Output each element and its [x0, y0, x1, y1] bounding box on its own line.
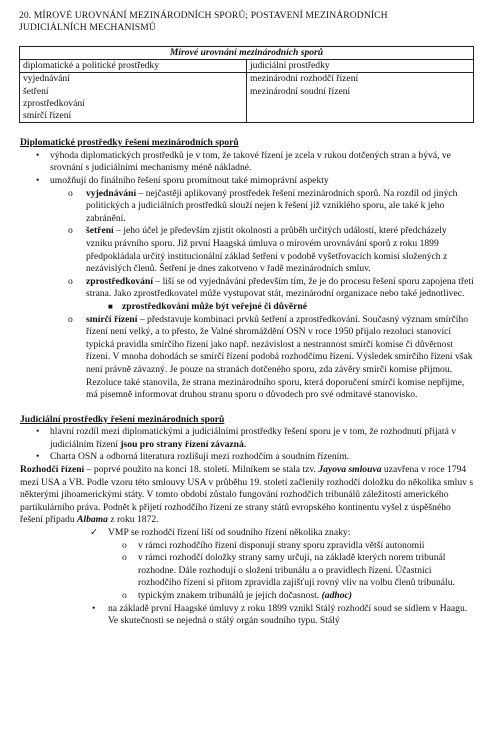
section-judicial-heading: Judiciální prostředky řešení mezinárodních sporů [20, 413, 225, 425]
col2-item: mezinárodní rozhodčí řízení [250, 73, 359, 85]
col2-item: mezinárodní soudní řízení [250, 85, 351, 97]
bullet-icon: • [92, 602, 96, 614]
term-text: – liší se od vyjednávání především tím, že je do procesu řešení sporu zapojena třetí strana. Jako zprostředkovatel může vystupovat stát, mezinárodní organizace nebo také jednotlivec. [86, 275, 474, 300]
paragraph-text: z roku 1872. [107, 514, 159, 526]
list-item-text: v rámci rozhodčí doložky strany samy určují, na základě kterých norem tribunál rozhodne. Dále rozhodují o složení tribunálu a o pravidlech řízení. Účastníci rozhodčího řízení si přitom zpravidla zajišťují rovný vliv na volbu členů tribunálu. [138, 552, 455, 589]
final-list [16, 603, 474, 628]
list-item [16, 451, 474, 464]
list-item-text: v rámci rozhodčího řízení disponují strany sporu zpravidla větší autonomií [138, 539, 425, 551]
overview-table [19, 46, 474, 123]
bullet-icon: • [36, 175, 40, 186]
col2-heading: judiciální prostředky [247, 60, 474, 73]
list-subitem [16, 590, 474, 603]
list-item [16, 426, 474, 451]
term: vyjednávání [86, 187, 137, 199]
circle-bullet-icon: o [68, 187, 73, 199]
title-line-1: 20. MÍROVÉ UROVNÁNÍ MEZINÁRODNÍCH SPORŮ; POSTAVENÍ MEZINÁRODNÍCH [19, 10, 388, 21]
section-diplomatic-heading: Diplomatické prostředky řešení mezinárodních sporů [20, 137, 239, 149]
bullet-icon: • [36, 451, 40, 463]
list-item-text: na základě první Haagské úmluvy z roku 1899 vznikl Stálý rozhodčí soud se sídlem v Haagu. Ve skutečnosti se nejedná o stálý orgán soudního typu. Stálý [108, 602, 468, 627]
vmp-list [16, 527, 474, 603]
list-item-text: typickým znakem tribunálů je jejich dočasnost. [138, 590, 322, 601]
circle-bullet-icon: o [122, 552, 127, 564]
document-page [16, 0, 474, 628]
term-text: – nejčastěji aplikovaný prostředek řešení mezinárodních sporů. Na rozdíl od jiných politických a judiciálních prostředků slouží nejen k řešení již vzniklého sporu, ale také k jeho zabránění. [86, 187, 458, 224]
list-item-text: výhoda diplomatických prostředků je v tom, že takové řízení je zcela v rukou dotčených stran a bývá, ve srovnání s judiciálními mechanismy méně nákladné. [50, 149, 451, 174]
list-item-text: hlavní rozdíl mezi diplomatickými a judiciálními prostředky řešení sporu je v tom, že rozhodnutí přijatá v judiciálním řízení [50, 426, 457, 450]
list-item [16, 603, 474, 628]
paragraph-text: uzavřena v roce 1794 mezi USA a VB. Podle vzoru této smlouvy USA v průběhu 19. století začlenily rozhodčí doložku do několika smluv s některými jihoamerickými státy. V tomto období zůstalo fungování rozhodčích tribunálů záležitostí amerického partikulárního práva. Podnět k přijetí rozhodčího řízení ze strany států evropského kontinentu vyšel z úspěšného řešení případu [20, 464, 474, 526]
list-item-text: zprostředkování může být veřejné či důvěrné [122, 300, 308, 312]
list-item-vyjednavani [16, 188, 474, 226]
term: zprostředkování [86, 275, 153, 287]
list-item-emphasis: (adhoc) [321, 590, 352, 601]
check-bullet-icon: ✓ [90, 527, 99, 539]
col2-items [247, 73, 474, 123]
circle-bullet-icon: o [122, 539, 127, 551]
list-item [16, 175, 474, 188]
list-subitem [16, 552, 474, 590]
list-item-setreni [16, 225, 474, 275]
list-item-smirci-rizeni [16, 314, 474, 402]
col1-heading: diplomatické a politické prostředky [20, 60, 247, 73]
term: šetření [86, 225, 114, 237]
circle-bullet-icon: o [68, 275, 73, 287]
table-header: Mírové urovnání mezinárodních sporů [20, 47, 474, 60]
term: smírčí řízení [86, 313, 138, 325]
square-bullet-icon: ■ [108, 301, 113, 311]
col1-item: smírčí řízení [23, 110, 72, 122]
case-name: Albama [77, 514, 108, 526]
list-item [16, 527, 474, 540]
term-text: – představuje kombinaci prvků šetření a zprostředkování. Současný význam smírčího řízení není velký, a to přesto, že Valné shromáždění OSN v roce 1950 přijalo rezoluci stanovící typická pravidla smírčího řízení jako např. nezávislost a nestrannost smírčí komise či důvěrnost řízení. V mnoha dohodách se smírčí řízení podobá rozhodčímu řízení. Výsledek smírčího řízení však není právně závazný. Je pouze na stranách dotčeného sporu, zda závěry smírčí komise přijmou. Rezoluce také stanovila, že strana mezinárodního sporu, která doporučení smírčí komise nepřijme, má písemně informovat druhou stranu sporu o důvodech pro své odmítavé stanovisko. [86, 313, 473, 401]
term-text: – jeho účel je především zjistit okolnosti a průběh určitých událostí, které předcházely vzniku právního sporu. Již první Haagská úmluva o mírovém urovnávání sporů z roku 1899 předpokládala určitý institucionální základ šetření v podobě vyšetřovacích komisí složených z nezávislých členů. Šetření je dnes zakotveno v řadě mezinárodních smluv. [86, 225, 448, 275]
list-item-zprostredkovani [16, 276, 474, 301]
col1-item: šetření [23, 85, 49, 97]
judicial-list [16, 426, 474, 464]
term: Rozhodčí řízení [20, 464, 85, 476]
bullet-icon: • [36, 149, 40, 161]
arbitration-paragraph [16, 464, 474, 527]
list-subitem [16, 301, 474, 314]
list-subitem [16, 540, 474, 553]
list-item-text: umožňují do finálního řešení sporu promítnout také mimoprávní aspekty [50, 175, 329, 186]
circle-bullet-icon: o [68, 225, 73, 237]
col1-items [20, 73, 247, 123]
col1-item: vyjednávání [23, 73, 70, 85]
bullet-icon: • [36, 426, 40, 438]
list-item [16, 150, 474, 175]
paragraph-text: – poprvé použito na konci 18. století. Milníkem se stala tzv. [84, 464, 319, 476]
diplomatic-list [16, 150, 474, 402]
document-title [16, 10, 474, 34]
circle-bullet-icon: o [68, 313, 73, 325]
list-item-text: VMP se rozhodčí řízení liší od soudního řízení několika znaky: [108, 527, 351, 539]
col1-item: zprostředkování [23, 97, 85, 109]
title-line-2: JUDICIÁLNÍCH MECHANISMŮ [19, 22, 156, 33]
list-item-emphasis: jsou pro strany řízení závazná. [120, 438, 247, 450]
list-item-text: Charta OSN a odborná literatura rozlišují mezi rozhodčím a soudním řízením. [50, 451, 350, 463]
treaty-name: Jayova smlouva [318, 464, 382, 476]
circle-bullet-icon: o [122, 590, 127, 601]
